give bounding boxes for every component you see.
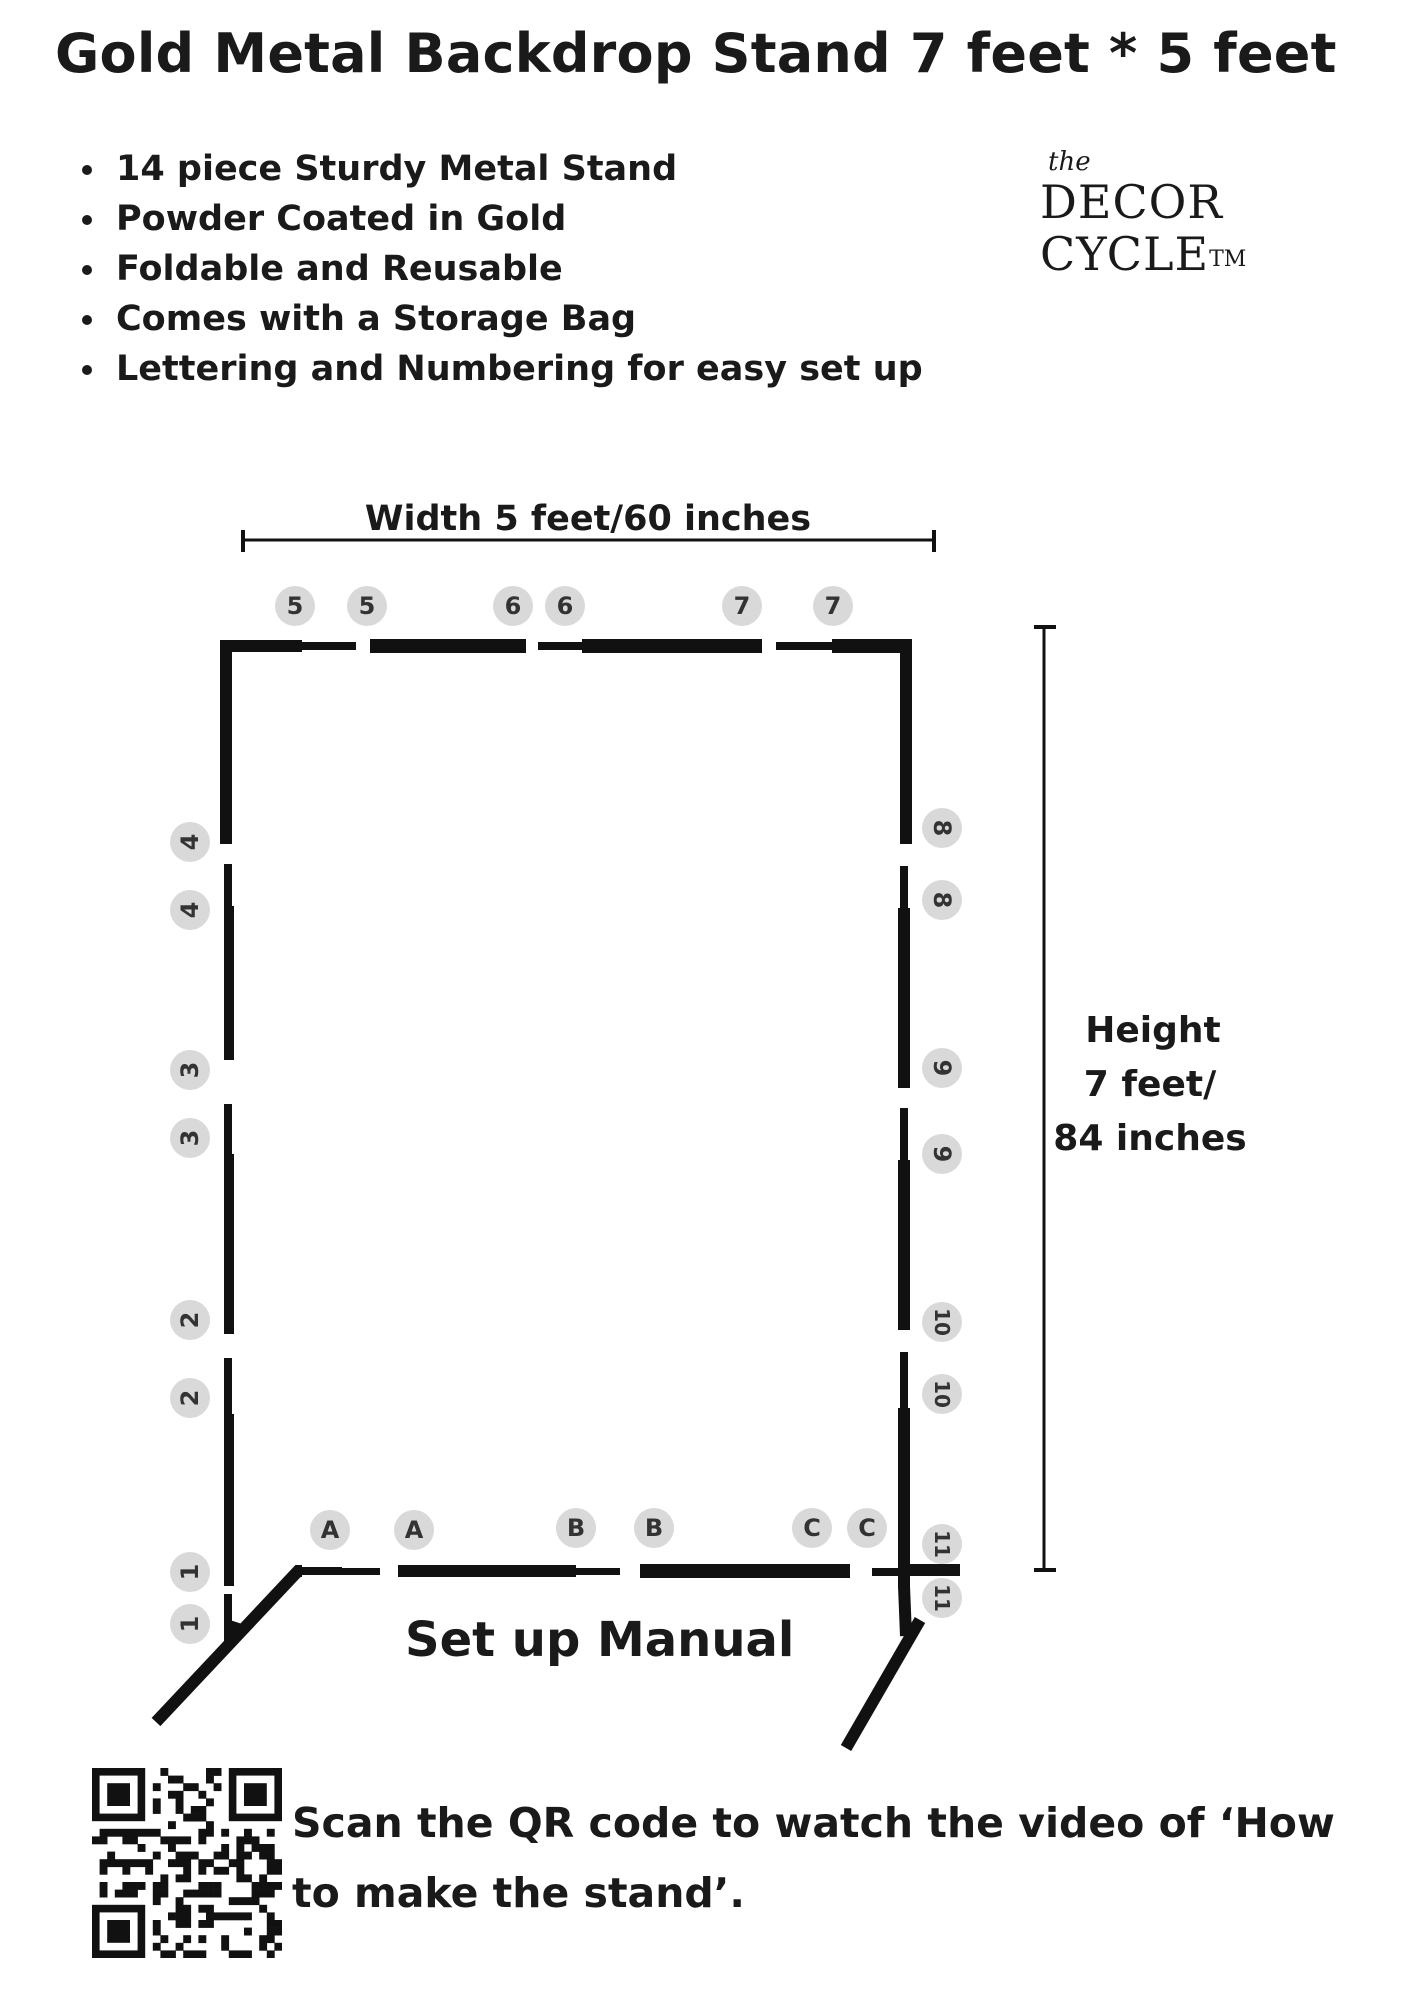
svg-text:8: 8 [928, 819, 956, 837]
frame-top-bar [220, 639, 912, 653]
piece-label-top-4 [545, 586, 585, 626]
svg-text:2: 2 [176, 1389, 204, 1407]
manual-title: Set up Manual [405, 1612, 795, 1668]
piece-label-top-6 [813, 586, 853, 626]
height-label-line3: 84 inches [1053, 1118, 1247, 1159]
piece-label-right-2 [922, 880, 962, 920]
frame-left-side [220, 640, 234, 1644]
svg-text:10: 10 [930, 1380, 954, 1408]
piece-label-bottom-3 [556, 1508, 596, 1548]
piece-label-left-7 [170, 1552, 210, 1592]
height-label-line1: Height [1085, 1010, 1221, 1051]
svg-text:11: 11 [930, 1584, 954, 1612]
svg-text:3: 3 [176, 1129, 204, 1147]
piece-label-bottom-1 [310, 1510, 350, 1550]
piece-label-left-5 [170, 1300, 210, 1340]
frame-right-side [898, 640, 912, 1588]
svg-text:5: 5 [286, 592, 304, 620]
svg-text:3: 3 [176, 1061, 204, 1079]
width-dimension [243, 499, 934, 552]
svg-text:10: 10 [930, 1308, 954, 1336]
piece-label-left-4 [170, 1118, 210, 1158]
piece-label-bottom-4 [634, 1508, 674, 1548]
svg-text:7: 7 [824, 592, 842, 620]
svg-text:1: 1 [176, 1615, 204, 1633]
piece-label-left-2 [170, 890, 210, 930]
piece-label-right-4 [922, 1134, 962, 1174]
piece-label-bottom-2 [394, 1510, 434, 1550]
svg-text:6: 6 [556, 592, 574, 620]
svg-text:2: 2 [176, 1311, 204, 1329]
piece-label-top-5 [722, 586, 762, 626]
svg-text:B: B [566, 1514, 586, 1542]
svg-text:1: 1 [176, 1563, 204, 1581]
feature-item: Foldable and Reusable [82, 244, 923, 294]
feature-item: 14 piece Sturdy Metal Stand [82, 144, 923, 194]
piece-label-right-5 [922, 1302, 962, 1342]
piece-label-right-8 [922, 1578, 962, 1618]
trademark: TM [1209, 247, 1247, 272]
piece-label-bottom-6 [847, 1508, 887, 1548]
piece-label-left-6 [170, 1378, 210, 1418]
piece-label-right-1 [922, 808, 962, 848]
piece-label-right-7 [922, 1524, 962, 1564]
svg-text:6: 6 [504, 592, 522, 620]
svg-text:A: A [404, 1516, 424, 1544]
feature-item: Lettering and Numbering for easy set up [82, 344, 923, 394]
svg-text:C: C [803, 1514, 821, 1542]
height-dimension [1034, 627, 1247, 1570]
piece-label-right-6 [922, 1374, 962, 1414]
piece-labels [170, 586, 962, 1644]
piece-label-left-8 [170, 1604, 210, 1644]
width-label: Width 5 feet/60 inches [364, 499, 812, 539]
svg-text:B: B [644, 1514, 664, 1542]
svg-text:9: 9 [928, 1145, 956, 1163]
svg-text:8: 8 [928, 891, 956, 909]
logo-the: the [1048, 147, 1091, 177]
logo-line-cycle: CYCLE™ [1040, 227, 1247, 281]
svg-text:C: C [858, 1514, 876, 1542]
svg-text:11: 11 [930, 1530, 954, 1558]
piece-label-left-1 [170, 822, 210, 862]
frame-bottom-bar [300, 1564, 960, 1578]
svg-text:9: 9 [928, 1059, 956, 1077]
logo-line-decor: DECOR [1040, 175, 1224, 229]
piece-label-left-3 [170, 1050, 210, 1090]
height-label-line2: 7 feet/ [1083, 1064, 1217, 1105]
piece-label-top-3 [493, 586, 533, 626]
qr-code[interactable] [92, 1768, 282, 1958]
svg-text:5: 5 [358, 592, 376, 620]
feature-item: Powder Coated in Gold [82, 194, 923, 244]
qr-instruction: Scan the QR code to watch the video of ‘How to make the stand’. [292, 1799, 1335, 1917]
piece-label-bottom-5 [792, 1508, 832, 1548]
page-title: Gold Metal Backdrop Stand 7 feet * 5 feet [55, 22, 1337, 85]
svg-text:A: A [320, 1516, 340, 1544]
svg-text:7: 7 [733, 592, 751, 620]
svg-text:4: 4 [176, 901, 204, 919]
piece-label-top-1 [275, 586, 315, 626]
svg-text:4: 4 [176, 833, 204, 851]
piece-label-top-2 [347, 586, 387, 626]
piece-label-right-3 [922, 1048, 962, 1088]
feature-item: Comes with a Storage Bag [82, 294, 923, 344]
